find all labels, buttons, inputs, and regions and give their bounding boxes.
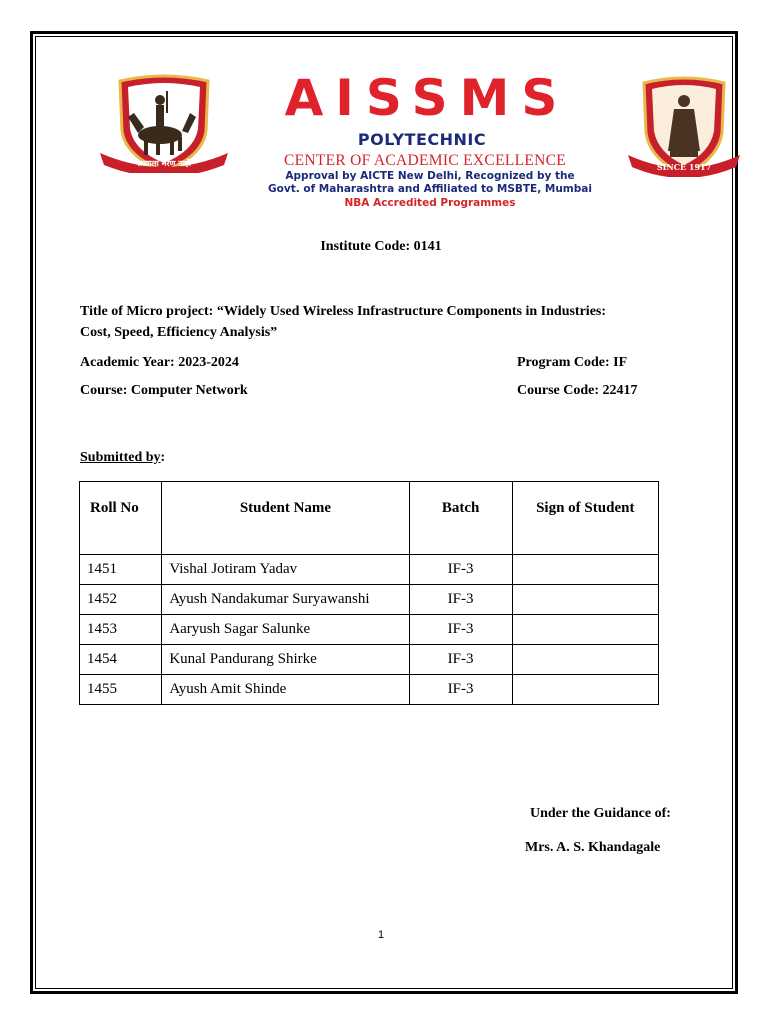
submitted-by-label <box>80 450 165 466</box>
table-row <box>80 555 659 585</box>
course-name: Course: Computer Network <box>80 383 248 398</box>
header-sign: Sign of Student <box>512 482 658 555</box>
approval-text <box>245 170 615 196</box>
students-table <box>79 481 659 705</box>
student-name-cell: Ayush Nandakumar Suryawanshi <box>162 585 409 615</box>
batch-cell: IF-3 <box>409 555 512 585</box>
brand-subtitle: POLYTECHNIC <box>357 130 487 149</box>
batch-cell: IF-3 <box>409 645 512 675</box>
project-title-line-1: Title of Micro project: “Widely Used Wireless Infrastructure Components in Industries: <box>80 304 607 319</box>
founder-shield-icon <box>626 75 742 177</box>
batch-cell: IF-3 <box>409 615 512 645</box>
table-row <box>80 615 659 645</box>
left-emblem-caption: सत्याला मरण नाही <box>136 159 192 168</box>
header-batch: Batch <box>409 482 512 555</box>
student-name-cell: Aaryush Sagar Salunke <box>162 615 409 645</box>
sign-cell <box>512 615 658 645</box>
guidance-label: Under the Guidance of: <box>530 806 671 821</box>
roll-no-cell: 1451 <box>80 555 162 585</box>
accreditation-text: NBA Accredited Programmes <box>344 197 516 209</box>
sign-cell <box>512 585 658 615</box>
brand-name: AISSMS <box>284 69 570 127</box>
table-row <box>80 585 659 615</box>
approval-line-2: Govt. of Maharashtra and Affiliated to MSBTE, Mumbai <box>268 183 592 195</box>
sign-cell <box>512 645 658 675</box>
page-number: 1 <box>377 929 385 941</box>
academic-year: Academic Year: 2023-2024 <box>80 355 239 370</box>
program-code: Program Code: IF <box>517 355 628 370</box>
approval-line-1: Approval by AICTE New Delhi, Recognized by the <box>285 170 575 182</box>
sign-cell <box>512 555 658 585</box>
horseman-shield-icon <box>98 73 230 173</box>
batch-cell: IF-3 <box>409 675 512 705</box>
submitted-by-colon: : <box>160 450 166 465</box>
brand-tagline: CENTER OF ACADEMIC EXCELLENCE <box>283 152 567 169</box>
student-name-cell: Kunal Pandurang Shirke <box>162 645 409 675</box>
table-header-row <box>80 482 659 555</box>
table-row <box>80 645 659 675</box>
roll-no-cell: 1452 <box>80 585 162 615</box>
project-title-line-2: Cost, Speed, Efficiency Analysis” <box>80 325 278 340</box>
roll-no-cell: 1455 <box>80 675 162 705</box>
right-emblem-caption: SINCE 1917 <box>656 162 712 172</box>
institute-code: Institute Code: 0141 <box>320 239 442 254</box>
course-code: Course Code: 22417 <box>517 383 638 398</box>
letterhead <box>0 0 768 220</box>
guide-name: Mrs. A. S. Khandagale <box>525 840 661 855</box>
submitted-by-text: Submitted by <box>80 450 161 465</box>
roll-no-cell: 1453 <box>80 615 162 645</box>
batch-cell: IF-3 <box>409 585 512 615</box>
student-name-cell: Ayush Amit Shinde <box>162 675 409 705</box>
header-roll-no: Roll No <box>80 482 162 555</box>
roll-no-cell: 1454 <box>80 645 162 675</box>
table-row <box>80 675 659 705</box>
student-name-cell: Vishal Jotiram Yadav <box>162 555 409 585</box>
header-student-name: Student Name <box>162 482 409 555</box>
sign-cell <box>512 675 658 705</box>
